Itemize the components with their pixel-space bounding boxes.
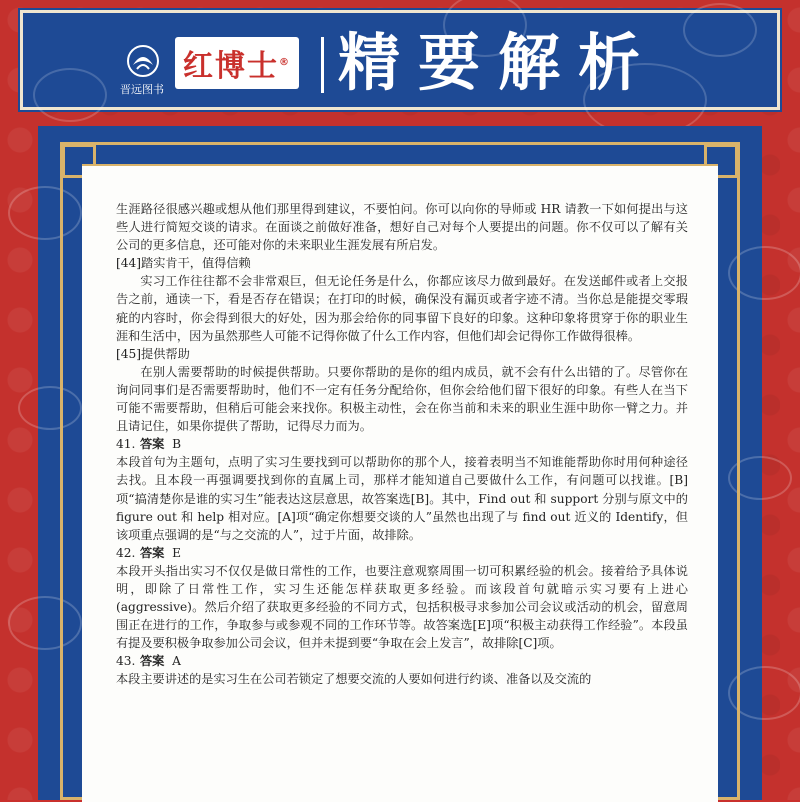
passage-paragraph-44: 实习工作往往都不会非常艰巨，但无论任务是什么，你都应该尽力做到最好。在发送邮件或者上交报告之前，通读一下，看是否存在错误；在打印的时候，确保没有漏页或者字迹不清。当你总是能提交零瑕疵的内容时，你会得到很大的好处，因为那会给你的同事留下良好的印象。这种印象将贯穿于你的职业生涯和生活中，因为虽然那些人可能不记得你做了什么工作内容，但他们却会记得你工作做得很棒。 xyxy=(116,274,688,343)
answer-item-41 xyxy=(116,435,688,544)
answer-choice: A xyxy=(172,654,181,669)
passage-paragraph-45: 在别人需要帮助的时候提供帮助。只要你帮助的是你的组内成员，就不会有什么出错的了。尽管你在询问同事们是否需要帮助时，他们不一定有任务分配给你，但你会给他们留下很好的印象。有些人在当下可能不需要帮助，但稍后可能会来找你。积极主动性，会在你当前和未来的职业生涯中助你一臂之力。并且请记住，如果你提供了帮助，记得尽力而为。 xyxy=(116,364,688,434)
answer-heading xyxy=(116,544,688,562)
answer-label: 答案 xyxy=(140,545,165,560)
document-body xyxy=(116,200,688,689)
passage-subheading-45: [45]提供帮助 xyxy=(116,346,190,361)
question-number: 43. xyxy=(116,654,136,669)
page-title: 精要解析 xyxy=(338,26,659,99)
logo-small-text: 晋远图书 xyxy=(120,83,164,96)
answer-heading xyxy=(116,435,688,453)
brand-name xyxy=(175,37,299,89)
answer-item-42 xyxy=(116,544,688,653)
passage-subheading-44: [44]踏实肯干，值得信赖 xyxy=(116,256,251,271)
answer-explanation: 本段开头指出实习不仅仅是做日常性的工作，也要注意观察周围一切可积累经验的机会。接着给予具体说明，即除了日常性工作，实习生还能怎样获取更多经验。而该段首句就暗示实习要有上进心(aggressive)。然后介绍了获取更多经验的不同方式，包括积极寻求参加公司会议或活动的机会，留意周围正在进行的工作，争取参与或参观不同的工作环节等。故答案选[E]项“积极主动获得工作经验”。本段虽有提及要积极争取参加公司会议，但并未提到要“争取在会上发言”，故排除[C]项。 xyxy=(116,563,688,651)
answer-explanation: 本段主要讲述的是实习生在公司若锁定了想要交流的人要如何进行约谈、准备以及交流的 xyxy=(116,672,592,687)
answer-item-43 xyxy=(116,652,688,688)
answer-explanation: 本段首句为主题句，点明了实习生要找到可以帮助你的那个人，接着表明当不知谁能帮助你时用何种途径去找。且本段一再强调要找到你的直属上司，那样才能知道自己要做什么工作，有问题可以找谁。[B]项“搞清楚你是谁的实习生”能表达这层意思，故答案选[B]。其中，Find out 和 support 分别与原文中的 figure out 和 help 相对应。[A]项“确定你想要交谈的人”虽然也出现了与 find out 近义的 Identify，但该项重点强调的是“与之交流的人”，过于片面，故排除。 xyxy=(116,455,688,542)
brand-logo xyxy=(120,35,299,96)
passage-paragraph: 生涯路径很感兴趣或想从他们那里得到建议，不要怕问。你可以向你的导师或 HR 请教一下如何提出与这些人进行简短交谈的请求。在面谈之前做好准备，想好自己对每个人要提出的问题。你不仅可以了解有关公司的更多信息，还可能对你的未来职业生涯发展有所启发。 xyxy=(116,202,688,253)
answer-heading xyxy=(116,652,688,670)
answer-label: 答案 xyxy=(140,437,165,452)
question-number: 42. xyxy=(116,545,136,560)
header-divider xyxy=(321,37,324,93)
header-banner xyxy=(20,10,780,110)
answer-choice: B xyxy=(172,437,182,452)
answer-label: 答案 xyxy=(140,654,165,669)
registered-mark: ® xyxy=(279,57,291,68)
brand-name-text: 红博士 xyxy=(183,49,279,84)
answer-choice: E xyxy=(172,545,182,560)
logo-emblem-icon xyxy=(120,43,164,96)
question-number: 41. xyxy=(116,437,136,452)
